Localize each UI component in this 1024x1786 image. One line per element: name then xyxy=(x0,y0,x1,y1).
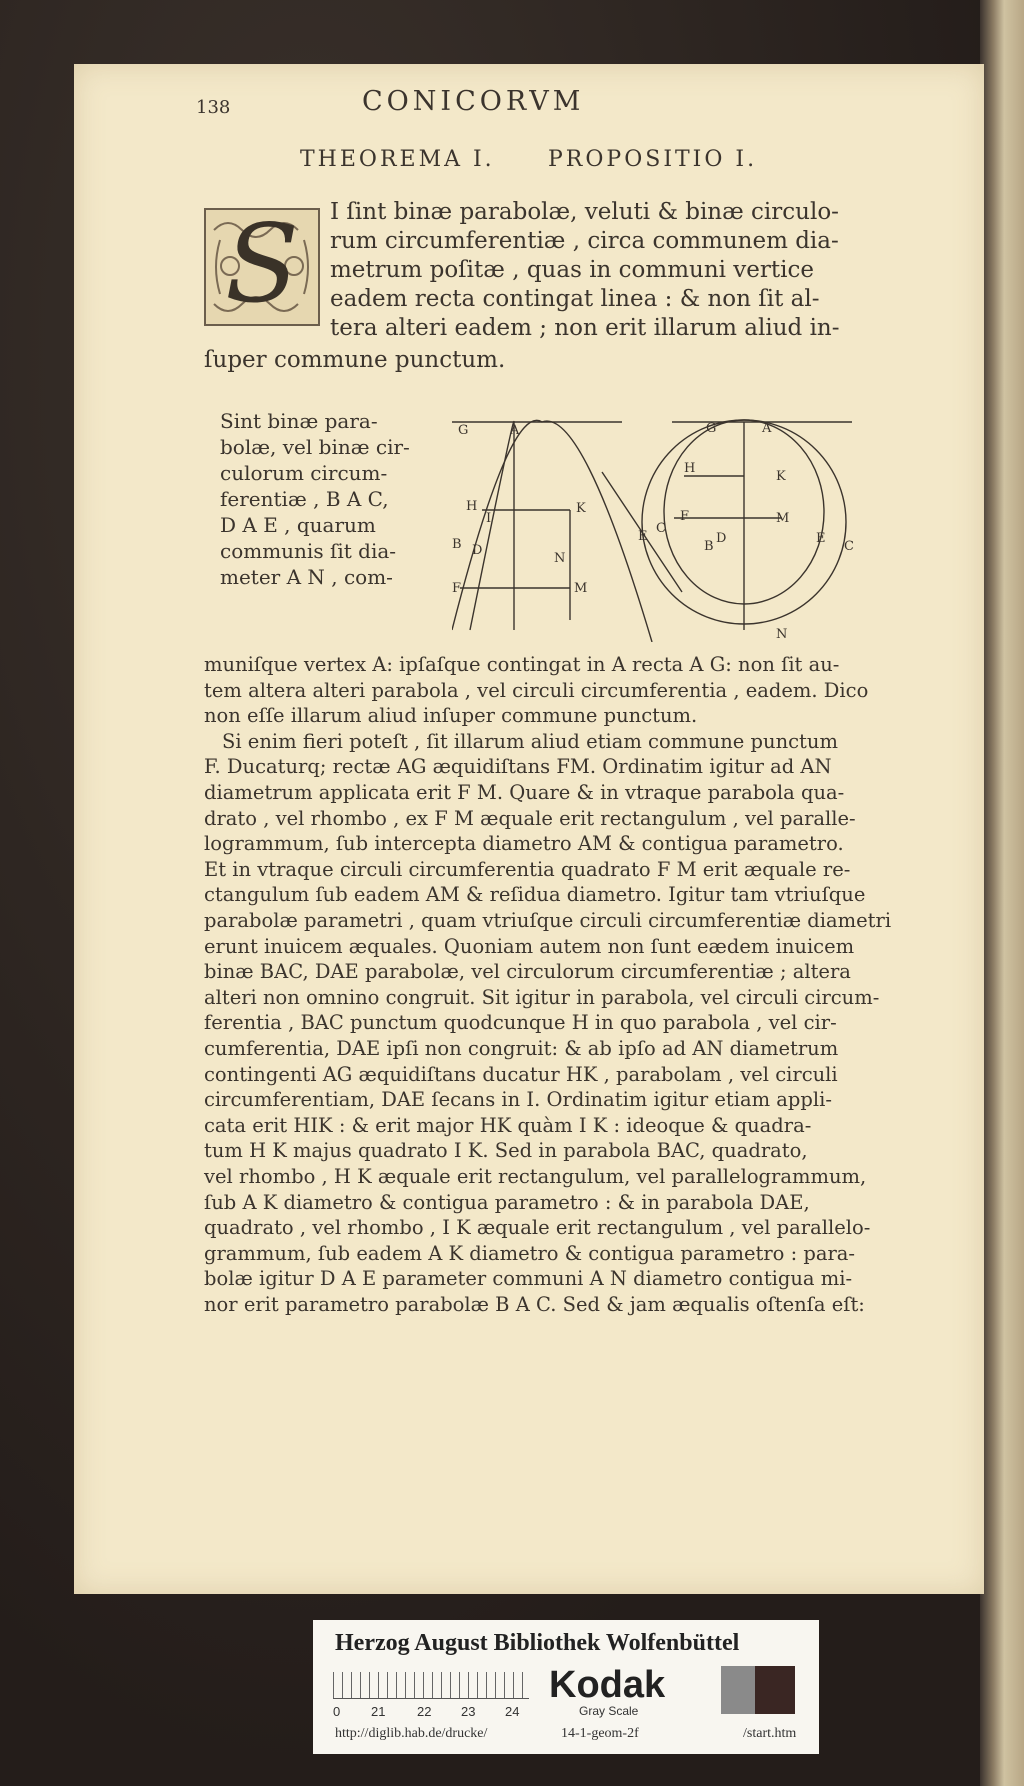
library-name: Herzog August Bibliothek Wolfenbüttel xyxy=(335,1630,740,1656)
figure-label: B xyxy=(704,539,714,554)
figure-label: E xyxy=(638,529,648,544)
parabola-inner-left xyxy=(470,422,514,630)
figure-label: M xyxy=(574,581,588,596)
running-head: CONICORVM xyxy=(362,86,585,117)
figure-label: G xyxy=(706,421,717,436)
figure-label: N xyxy=(776,627,788,642)
proposition-heading: PROPOSITIO I. xyxy=(548,147,758,172)
ruler-tick-label: 23 xyxy=(461,1704,476,1719)
url-label: http://diglib.hab.de/drucke/ xyxy=(335,1726,488,1741)
shelfmark-label: 14-1-geom-2f xyxy=(561,1726,639,1741)
gray-scale-label: Gray Scale xyxy=(579,1704,639,1718)
ruler-tick-label: 0 xyxy=(333,1704,341,1719)
side-text-line: Sint binæ para- xyxy=(220,409,378,433)
gray-patch-dark xyxy=(755,1666,795,1714)
body-text-line: parabolæ parametri , quam vtriuſque circuli circumferentiæ diametri xyxy=(204,909,892,932)
side-text-line: culorum circum- xyxy=(220,461,388,485)
body-text-line: cumferentia, DAE ipſi non congruit: & ab ipſo ad AN diametrum xyxy=(204,1037,839,1060)
next-page-edge xyxy=(980,0,1024,1786)
enunciation-line: metrum poſitæ , quas in communi vertice xyxy=(330,257,814,283)
body-text-line: erunt inuicem æquales. Quoniam autem non ſunt eædem inuicem xyxy=(204,934,855,958)
body-text-line: Si enim fieri poteſt , ſit illarum aliud etiam commune punctum xyxy=(222,729,838,753)
gray-ruler xyxy=(333,1672,529,1699)
body-text-line: tem altera alteri parabola , vel circuli circumferentia , eadem. Dico xyxy=(204,678,869,702)
body-text-line: circumferentiam, DAE ſecans in I. Ordinatim igitur etiam appli- xyxy=(204,1088,832,1112)
body-text-line: tum H K majus quadrato I K. Sed in parabola BAC, quadrato, xyxy=(204,1139,808,1163)
enunciation-line: ſuper commune punctum. xyxy=(204,347,506,373)
body-text-line: ctangulum ſub eadem AM & reſidua diametro. Igitur tam vtriuſque xyxy=(204,883,866,907)
digitization-colorbar xyxy=(313,1620,819,1754)
body-text-line: ſub A K diametro & contigua parametro : & in parabola DAE, xyxy=(204,1190,810,1214)
figure-label: B xyxy=(452,537,462,552)
decorated-initial xyxy=(204,202,320,327)
figure-label: I xyxy=(486,511,492,526)
parabola-outer-left xyxy=(452,420,652,642)
start-label: /start.htm xyxy=(743,1726,797,1741)
body-text-line: quadrato , vel rhombo , I K æquale erit rectangulum , vel parallelo- xyxy=(204,1216,871,1240)
body-text-line: bolæ igitur D A E parameter communi A N diametro contigua mi- xyxy=(204,1267,853,1291)
figure-label: H xyxy=(684,461,696,476)
body-text-line: cata erit HIK : & erit major HK quàm I K : ideoque & quadra- xyxy=(204,1113,812,1137)
body-text-line: muniſque vertex A: ipſaſque contingat in A recta A G: non ſit au- xyxy=(204,653,840,676)
body-text-line: vel rhombo , H K æquale erit rectangulum, vel parallelogrammum, xyxy=(204,1165,867,1188)
body-text-line: logrammum, ſub intercepta diametro AM & contigua parametro. xyxy=(204,832,844,856)
side-text-line: ferentiæ , B A C, xyxy=(220,487,389,511)
body-text-line: F. Ducaturq; rectæ AG æquidiſtans FM. Ordinatim igitur ad AN xyxy=(204,755,832,779)
body-text-line: drato , vel rhombo , ex F M æquale erit rectangulum , vel paralle- xyxy=(204,806,856,830)
ruler-tick-label: 24 xyxy=(505,1704,520,1719)
figure-label: E xyxy=(816,531,826,546)
side-text-line: bolæ, vel binæ cir- xyxy=(220,435,410,459)
figure-label: A xyxy=(762,421,772,436)
figure-label: C xyxy=(844,539,854,554)
figure-label: H xyxy=(466,499,478,514)
figure-label: D xyxy=(472,543,483,558)
kodak-logo: Kodak xyxy=(549,1664,666,1706)
body-text-line: alteri non omnino congruit. Sit igitur in parabola, vel circuli circum- xyxy=(204,985,880,1009)
initial-letter: S xyxy=(225,202,299,327)
ruler-tick-label: 21 xyxy=(371,1704,386,1719)
figure-label: G xyxy=(458,423,469,438)
side-text-line: communis ſit dia- xyxy=(220,539,397,563)
figure-label: F xyxy=(680,509,690,524)
body-text-line: contingenti AG æquidiſtans ducatur HK , parabolam , vel circuli xyxy=(204,1062,838,1086)
geometric-figure xyxy=(452,412,872,642)
page-number: 138 xyxy=(196,97,231,118)
figure-label: F xyxy=(452,581,462,596)
theorem-heading: THEOREMA I. xyxy=(300,147,495,172)
enunciation-line: rum circumferentiæ , circa communem dia- xyxy=(330,228,839,254)
enunciation-line: tera alteri eadem ; non erit illarum aliud in- xyxy=(330,315,840,341)
figure-label: C xyxy=(656,521,666,536)
body-text-line: nor erit parametro parabolæ B A C. Sed & jam æqualis oſtenſa eſt: xyxy=(204,1293,865,1316)
figure-label: K xyxy=(576,501,586,516)
body-text-line: grammum, ſub eadem A K diametro & contigua parametro : para- xyxy=(204,1241,856,1265)
figure-label: N xyxy=(554,551,566,566)
body-text-line: ferentia , BAC punctum quodcunque H in quo parabola , vel cir- xyxy=(204,1011,837,1035)
side-text-line: D A E , quarum xyxy=(220,513,376,537)
gray-patch-light xyxy=(721,1666,755,1714)
body-text-line: binæ BAC, DAE parabolæ, vel circulorum circumferentiæ ; altera xyxy=(204,960,851,984)
ruler-tick-label: 22 xyxy=(417,1704,432,1719)
body-text-line: non eſſe illarum aliud inſuper commune punctum. xyxy=(204,704,698,728)
enunciation-line: eadem recta contingat linea : & non ſit al- xyxy=(330,286,820,312)
side-text-line: meter A N , com- xyxy=(220,565,393,589)
body-text-line: Et in vtraque circuli circumferentia quadrato F M erit æquale re- xyxy=(204,857,851,881)
enunciation-line: I ſint binæ parabolæ, veluti & binæ circulo- xyxy=(330,199,839,225)
body-text-line: diametrum applicata erit F M. Quare & in vtraque parabola qua- xyxy=(204,781,845,804)
figure-label: A xyxy=(510,423,520,438)
figure-label: D xyxy=(716,531,727,546)
figure-label: M xyxy=(776,511,790,526)
figure-label: K xyxy=(776,469,786,484)
